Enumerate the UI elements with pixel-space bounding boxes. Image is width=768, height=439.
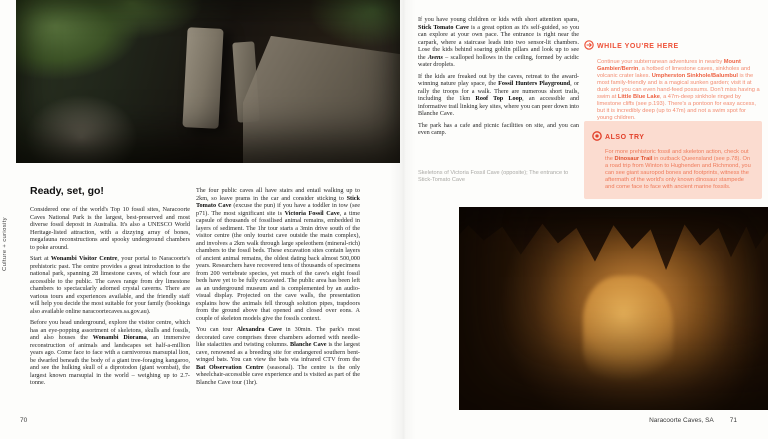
- paragraph: The park has a cafe and picnic facilities on site, and you can even camp.: [418, 121, 579, 137]
- text-column-middle: [196, 187, 360, 390]
- text-column-right: [418, 16, 579, 141]
- page-number-left: 70: [20, 417, 28, 424]
- arrow-right-circle-icon: [584, 37, 594, 55]
- callout-title: ALSO TRY: [605, 133, 645, 141]
- callout-title: WHILE YOU'RE HERE: [597, 42, 679, 50]
- page-number-right: 71: [729, 417, 737, 424]
- callout-also-try: [584, 121, 762, 199]
- paragraph: The four public caves all have stairs and entail walking up to 2km, so leave prams in the car and consider sticking to Stick Tomato Cave (excuse the pun) if you have a toddler in tow (see p71). The most significant site is Victoria Fossil Cave, a time capsule of thousands of fossilised animal remains, embedded in layers of sediment. The 1hr tour starts a 3min drive south of the visitor centre (the only tourist cave outside the main complex), and involves a 2km walk through large speleothem (mineral-rich) chambers to the fossil beds. These excavation sites contain layers of ancient animal remains, the oldest dating back almost 500,000 years. Researchers have recovered tens of thousands of specimens from 200 vertebrate species, yet much of the cave's eight fossil beds have yet to be fully excavated. The public area has been left as an underground museum and is complemented by an audio-visual display. Projected on the cave walls, the presentation explains how the animals fell through solution pipes, trapdoors from the ground above that opened and closed over eons. A couple of skeleton models give the fossils context.: [196, 187, 360, 322]
- page-gutter: [390, 0, 416, 439]
- callout-header: [592, 128, 754, 146]
- paragraph: Considered one of the world's Top 10 fossil sites, Naracoorte Caves National Park is the largest, best-preserved and most diverse fossil deposit in Australia. It's also a UNESCO World Heritage-listed attraction, with a dizzying array of bones, megafauna reconstructions and spooky underground chambers to poke around.: [30, 206, 190, 251]
- paragraph: If you have young children or kids with short attention spans, Stick Tomato Cave is a great option as it's self-guided, so you can explore at your own pace. The entrance is right near the carpark, where a staircase leads into two sensor-lit chambers. Lose the kids behind soaring goblin pillars and look up to see the Avens – scalloped hollows in the ceiling, formed by acidic water droplets.: [418, 16, 580, 68]
- paragraph: Before you head underground, explore the visitor centre, which has an eye-popping assortment of skeletons, skulls and fossils, and also houses the Wonambi Diorama, an immersive reconstruction of animals and landscapes set half-a-million years ago. Come face to face with a carnivorous marsupial lion, be dwarfed beneath the body of a giant tree-foraging kangaroo, and see the hulking skull of a diprotodon (giant wombat), the largest known marsupial in the world – weighing up to 2.7-tonne.: [30, 319, 190, 387]
- target-circle-icon: [592, 128, 602, 146]
- photo-cave-interior: [459, 207, 768, 410]
- text-column-left: [30, 206, 190, 391]
- footer-topic-label: Naracoorte Caves, SA: [649, 417, 714, 424]
- paragraph: You can tour Alexandra Cave in 30min. The park's most decorated cave comprises three chambers adorned with needle-like stalactites and twisting columns. Blanche Cave is the largest cave, renowned as a breeding site for endangered southern bent-winged bats. You can view the bats via infrared CTV from the Bat Observation Centre (seasonal). The centre is the only wheelchair-accessible cave experience and is visited as part of the Blanche Cave tour (1hr).: [196, 326, 361, 386]
- footer-right: [649, 417, 737, 424]
- callout-body: For more prehistoric fossil and skeleton action, check out the Dinosaur Trail in outback Queensland (see p.78). On a road trip from Winton to Hughenden and Richmond, you can see giant sauropod bones and footprints, witness the aftermath of the world's only known dinosaur stampede and come face to face with ancient marine fossils.: [605, 149, 751, 190]
- photo-vignette: [459, 207, 768, 410]
- callout-header: [584, 37, 762, 55]
- image-caption: Skeletons of Victoria Fossil Cave (opposite); The entrance to Stick-Tomato Cave: [418, 170, 569, 183]
- paragraph: If the kids are freaked out by the caves, retreat to the award-winning nature play space, the Fossil Hunters Playground, or rally the troops for a walk. There are numerous short trails, including the 1km Roof Top Loop, an accessible and informative trail linking key sites, where you can peer down into Blanche Cave.: [418, 72, 580, 118]
- photo-cave-entrance: [16, 0, 400, 163]
- callout-body: Continue your subterranean adventures in nearby Mount Gambier/Berrin, a hotbed of limestone caves, sinkholes and volcanic crater lakes. Umpherston Sinkhole/Balumbul is the most family-friendly and is a magical sunken garden; visit it at dusk and you can even hand-feed possums. Don't miss having a swim at Little Blue Lake, a 47m-deep sinkhole ringed by limestone cliffs (see p.193). There's a pontoon for easy access, but it is incredibly deep (up to 47m) and not a swim spot for young children.: [597, 59, 760, 121]
- side-tab-label: Culture + curiosity: [2, 217, 8, 271]
- photo-vignette: [16, 0, 400, 163]
- section-heading: Ready, set, go!: [30, 185, 104, 197]
- paragraph: Start at Wonambi Visitor Centre, your portal to Naracoorte's prehistoric past. The centre provides a great introduction to the national park, spanning 28 limestone caves, of which four are accessible to the public. The caves range from dry limestone chambers to spectacularly adorned crystal caverns. There are various tours and experiences available, and the friendly staff will help you decide the most suitable for your family (bookings also available online naracoortecaves.sa.gov.au).: [30, 255, 191, 315]
- callout-while-youre-here: [584, 37, 762, 122]
